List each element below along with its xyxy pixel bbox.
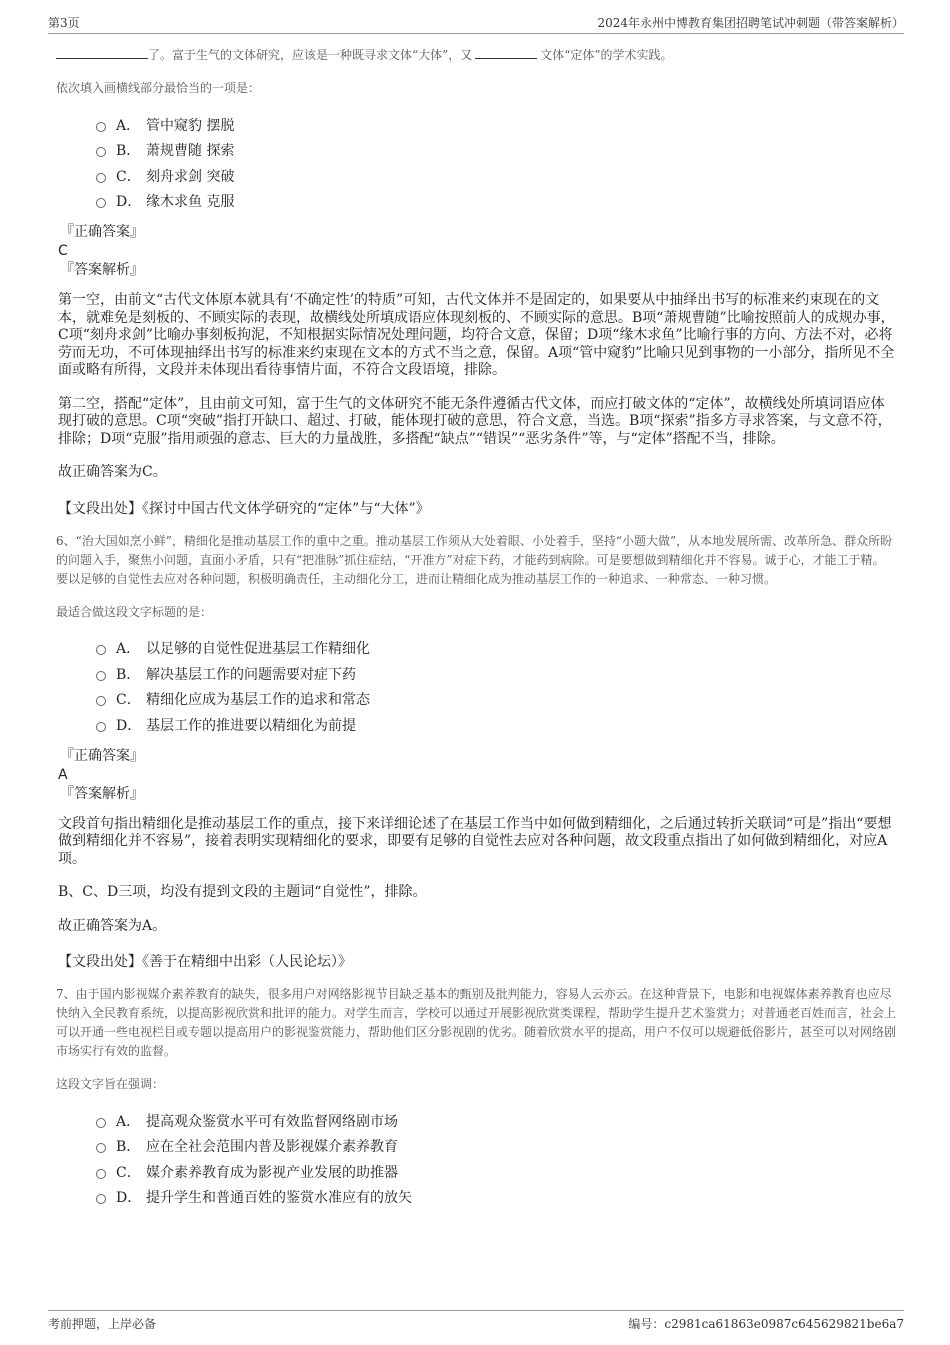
q6-prompt: 最适合做这段文字标题的是：	[56, 604, 213, 619]
radio-icon[interactable]	[96, 696, 106, 706]
question-7	[56, 985, 896, 1210]
q7-prompt: 这段文字旨在强调：	[56, 1077, 165, 1091]
radio-icon[interactable]	[96, 1118, 106, 1128]
radio-icon[interactable]	[96, 722, 106, 732]
radio-icon[interactable]	[96, 147, 106, 157]
analysis-paragraph: 文段首句指出精细化是推动基层工作的重点，接下来详细论述了在基层工作当中如何做到精细化，之后通过转折关联词“可是”指出“要想做到精细化并不容易”，接着表明实现精细化的要求，即要有足够的自觉性去应对各种问题，故文段重点指出了如何做到精细化，对应A项。	[58, 815, 892, 867]
q5-option-b[interactable]: B． 萧规曹随 探索	[96, 138, 896, 164]
q6-analysis	[58, 816, 896, 936]
q5-analysis	[58, 292, 896, 482]
radio-icon[interactable]	[96, 122, 106, 132]
fill-blank-1	[56, 47, 148, 59]
page-header	[48, 14, 904, 34]
radio-icon[interactable]	[96, 198, 106, 208]
question-6	[56, 532, 896, 972]
q5-source: 【文段出处】《探讨中国古代文体学研究的“定体”与“大体”》	[58, 500, 430, 517]
analysis-paragraph: 第二空，搭配“定体”，且由前文可知，富于生气的文体研究不能无条件遵循古代文体，而应打破文体的“定体”，故横线处所填词语应体现打破的意思。C项“突破”指打开缺口、超过、打破，能体现打破的意思，符合文意，当选。B项“探索”指多方寻求答案，与文意不符，排除；D项“克服”指用顽强的意志、巨大的力量战胜，多搭配“缺点”“错误”“恶劣条件”等，与“定体”搭配不当，排除。	[58, 395, 892, 447]
radio-icon[interactable]	[96, 1169, 106, 1179]
q7-option-c[interactable]: C． 媒介素养教育成为影视产业发展的助推器	[96, 1159, 896, 1185]
answer-value: A	[58, 766, 68, 783]
q7-option-d[interactable]: D． 提升学生和普通百姓的鉴赏水准应有的放矢	[96, 1185, 896, 1211]
q6-option-b[interactable]: B． 解决基层工作的问题需要对症下药	[96, 661, 896, 687]
q6-option-c[interactable]: C． 精细化应成为基层工作的追求和常态	[96, 687, 896, 713]
analysis-conclusion: 故正确答案为C。	[58, 464, 167, 480]
answer-label: 『正确答案』	[60, 224, 144, 240]
q7-stem: 7、由于国内影视媒介素养教育的缺失，很多用户对网络影视节目缺乏基本的甄别及批判能力，容易人云亦云。在这种背景下，电影和电视媒体素养教育也应尽快纳入全民教育系统，以提高影视欣赏和批评的能力。对学生而言，学校可以通过开展影视欣赏类课程，帮助学生提升艺术鉴赏力；对普通老百姓而言，社会上可以开通一些电视栏目或专题以提高用户的影视鉴赏能力，帮助他们区分影视剧的优劣。随着欣赏水平的提高，用户不仅可以规避低俗影片，甚至可以对网络剧市场实行有效的监督。	[56, 987, 897, 1058]
radio-icon[interactable]	[96, 671, 106, 681]
q6-options	[96, 636, 896, 738]
q7-option-b[interactable]: B． 应在全社会范围内普及影视媒介素养教育	[96, 1134, 896, 1160]
radio-icon[interactable]	[96, 1194, 106, 1204]
q6-source: 【文段出处】《善于在精细中出彩（人民论坛）》	[58, 954, 352, 970]
answer-value: C	[58, 243, 68, 259]
analysis-paragraph: 第一空，由前文“古代文体原本就具有‘不确定性’的特质”可知，古代文体并不是固定的，如果要从中抽绎出书写的标准来约束现在的文本，就难免是刻板的、不顾实际的表现，故横线处所填成语应体现刻板的、不顾实际的意思。B项“萧规曹随”比喻按照前人的成规办事，C项“刻舟求剑”比喻办事刻板拘泥，不知根据实际情况处理问题，均符合文意，保留；D项“缘木求鱼”比喻行事的方向、方法不对，必将劳而无功，不可体现抽绎出书写的标准来约束现在文本的方式不当之意，保留。A项“管中窥豹”比喻只见到事物的一小部分，指所见不全面或略有所得，文段并未体现出看待事情片面，不符合文段语境，排除。	[58, 292, 895, 378]
q5-cont-text: 了。富于生气的文体研究，应该是一种既寻求文体“大体”，又	[148, 48, 473, 62]
q7-options	[96, 1108, 896, 1210]
q6-option-a[interactable]: A． 以足够的自觉性促进基层工作精细化	[96, 636, 896, 662]
analysis-conclusion: 故正确答案为A。	[58, 917, 167, 934]
radio-icon[interactable]	[96, 1143, 106, 1153]
fill-blank-2	[475, 47, 537, 59]
q5-option-c[interactable]: C． 刻舟求剑 突破	[96, 163, 896, 189]
radio-icon[interactable]	[96, 173, 106, 183]
q5-option-a[interactable]: A． 管中窥豹 摆脱	[96, 112, 896, 138]
page-content	[56, 46, 896, 1218]
radio-icon[interactable]	[96, 645, 106, 655]
analysis-label: 『答案解析』	[60, 262, 144, 278]
q6-option-d[interactable]: D． 基层工作的推进要以精细化为前提	[96, 712, 896, 738]
q5-options	[96, 112, 896, 214]
analysis-paragraph: B、C、D三项，均没有提到文段的主题词“自觉性”，排除。	[58, 884, 427, 900]
q6-stem: 6、“治大国如烹小鲜”，精细化是推动基层工作的重中之重。推动基层工作须从大处着眼、小处着手，坚持“小题大做”，从本地发展所需、改革所急、群众所盼的问题入手，聚焦小问题，直面小矛盾，只有“把准脉”抓住症结，“开准方”对症下药，才能药到病除。可是要想做到精细化并不容易。诚于心，才能工于精。要以足够的自觉性去应对各种问题，积极明确责任，主动细化分工，进而让精细化成为推动基层工作的一种追求、一种常态、一种习惯。	[56, 533, 893, 586]
footer-slogan: 考前押题，上岸必备	[48, 1317, 157, 1331]
page-number: 第3页	[48, 16, 80, 30]
q5-continuation	[56, 46, 896, 65]
document-title: 2024年永州中博教育集团招聘笔试冲刺题（带答案解析）	[597, 16, 904, 30]
q5-option-d[interactable]: D． 缘木求鱼 克服	[96, 189, 896, 215]
q7-option-a[interactable]: A． 提高观众鉴赏水平可有效监督网络剧市场	[96, 1108, 896, 1134]
q5-prompt: 依次填入画横线部分最恰当的一项是：	[56, 81, 261, 95]
page-footer	[48, 1310, 904, 1334]
document-id: 编号：c2981ca61863e0987c645629821be6a7	[628, 1317, 904, 1331]
q5-cont-end: 文体“定体”的学术实践。	[540, 48, 673, 62]
analysis-label: 『答案解析』	[60, 785, 144, 802]
answer-label: 『正确答案』	[60, 747, 144, 764]
